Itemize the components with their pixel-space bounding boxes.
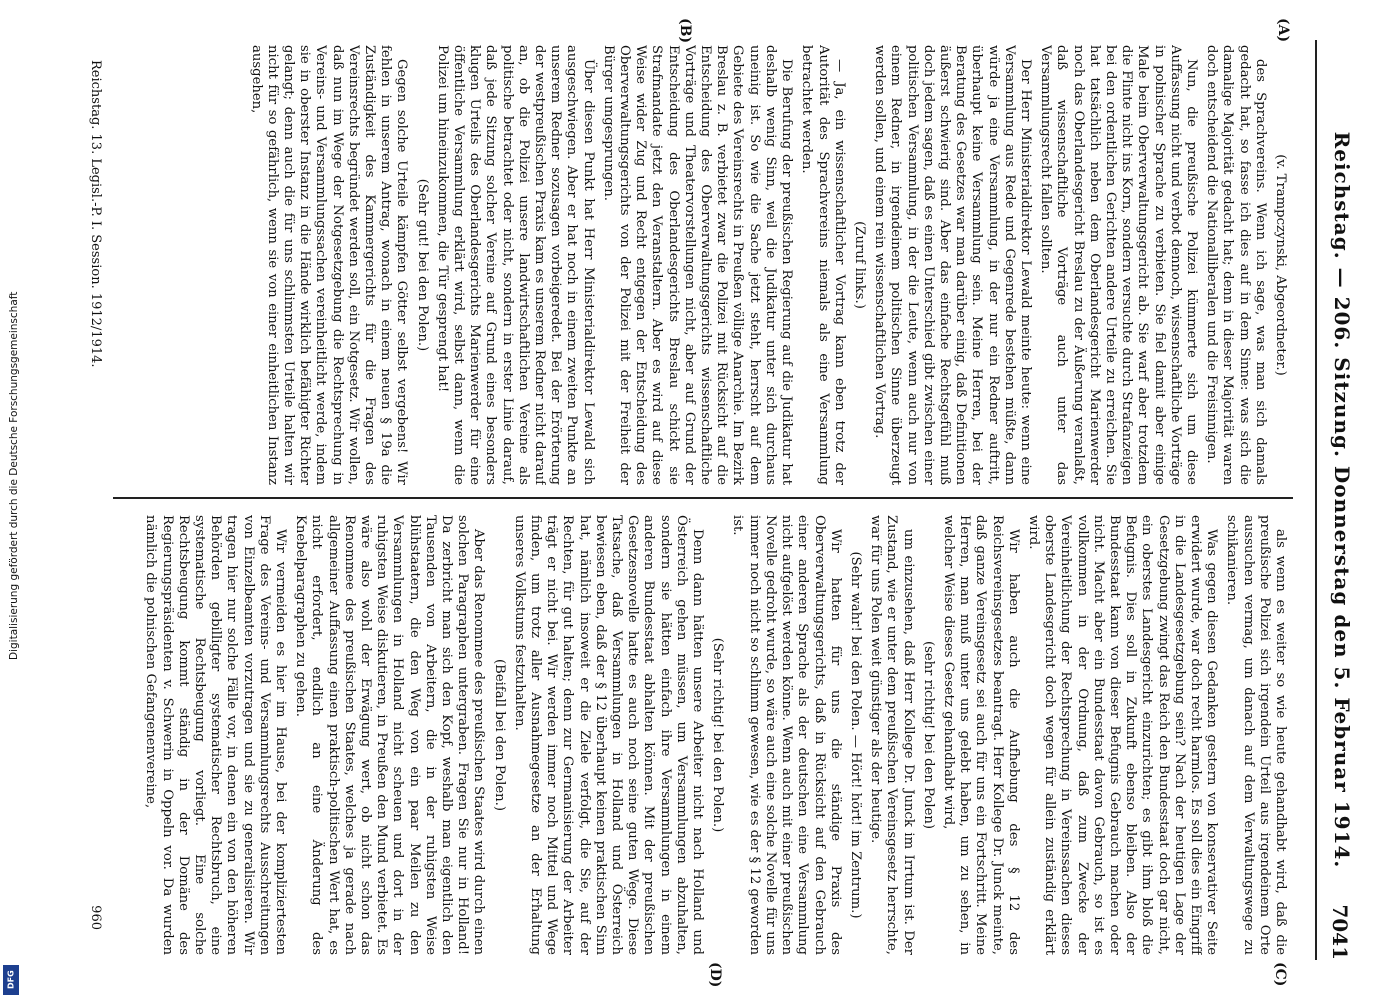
interjection: (Sehr richtig! bei den Polen.)	[710, 637, 726, 833]
interjection: (sehr richtig! bei den Polen)	[920, 640, 936, 830]
paragraph: Was gegen diesen Gedanken gestern von konservativer Seite erwidert wurde, war doch recht harmlos. Es soll dies ein Eingriff in die Landesgesetzgebung sein? Nach der heutigen Lage der Gesetzgebung zwingt das Reich den Bundesstaat doch gar nicht, ein oberstes Landesgericht einzurichten; es gibt ihm bloß die Befugnis. Dies soll in Zukunft ebenso bleiben. Also der Bundesstaat kann von dieser Befugnis Gebrauch machen oder nicht. Macht aber ein Bundesstaat davon Gebrauch, so ist es vollkommen in der Ordnung, daß zum Zwecke der Vereinheitlichung der Rechtsprechung in Vereinssachen dieses oberste Landesgericht doch wegen für allein zuständig erklärt wird.	[1025, 515, 1220, 955]
margin-mark-d: (D)	[707, 962, 723, 988]
interjection: (Sehr wahr! bei den Polen. — Hört! hört! im Zentrum.)	[847, 551, 863, 919]
page-title: Reichstag. — 206. Sitzung. Donnerstag den 5. Februar 1914.	[1330, 131, 1354, 869]
paragraph: Der Herr Ministerialdirektor Lewald meinte heute: wenn eine Versammlung aus Rede und Gegenrede bestehen müßte, dann würde ja eine Versammlung, in der nur ein Redner auftritt, überhaupt keine Versammlung sein. Meine Herren, bei der Beratung des Gesetzes war man darüber einig, daß Definitionen äußerst schwierig sind. Aber das einfache Rechtsgefühl muß doch jedem sagen, daß es einen Unterschied gibt zwischen einer politischen Versammlung, in der die Leute, wenn auch nur von einem Redner, in irgendeinem politischen Sinne überzeugt werden sollen, und einem rein wissenschaftlichen Vortrag.	[872, 45, 1033, 485]
page-header	[1318, 40, 1358, 960]
left-column	[113, 45, 1288, 485]
paragraph: als wenn es weiter so wie heute gehandhabt wird, daß die preußische Polizei sich irgendein Urteil aus irgendeinem Orte aussuchen vermag, um danach auf dem Verwaltungswege zu schikanieren.	[1224, 515, 1288, 955]
margin-mark-c: (C)	[1272, 962, 1288, 987]
column-divider	[113, 497, 1293, 499]
interjection: (Beifall bei den Polen.)	[491, 659, 507, 811]
footer-right: 960	[88, 905, 103, 930]
interjection: (Zuruf links.)	[851, 221, 867, 309]
digitization-credit: Digitalisierung gefördert durch die Deutsche Forschungsgemeinschaft	[8, 291, 20, 660]
paragraph: Denn dann hätten unsere Arbeiter nicht nach Holland und Österreich gehen müssen, um Versammlungen abzuhalten, sondern sie hätten einfach ihre Versammlungen in einem anderen Bundesstaat abhalten können. Mit der preußischen Gesetzesnovelle hatte es auch noch seine guten Wege. Diese Tatsache, daß Versammlungen in Holland und Österreich bewiesen eben, daß der § 12 überhaupt keinen praktischen Sinn hat, nämlich insoweit er die Ziele verfolgt, die Sie, auf der Rechten, für gut halten; denn zur Germanisierung der Arbeiter trägt er nicht bei. Wir werden immer noch Mittel und Wege finden, um trotz aller Ausnahmegesetze an der Erhaltung unseres Volkstums festzuhalten.	[511, 515, 706, 955]
page-number: 7041	[1328, 904, 1352, 960]
dfg-logo: DFG	[3, 965, 19, 995]
paragraph: Über diesen Punkt hat Herr Ministerialdirektor Lewald sich ausgeschwiegen. Aber er hat noch in einem zweiten Punkte an unserem Redner sozusagen vorbeigeredet. Bei der Erörterung der westpreußischen Praxis kam es unserem Redner nicht darauf an, ob die Polizei unsere landwirtschaftlichen Vereine als politische betrachtet oder nicht, sondern in erster Linie darauf, daß jede Sitzung solcher Vereine auf Grund eines besonders klugen Urteils des Oberlandesgerichts Marienwerder für eine öffentliche Versammlung erklärt wird, selbst dann, wenn die Polizei um hineinzukommen, die Tür gesprengt hat!	[434, 45, 596, 485]
interjection: (Sehr gut! bei den Polen.)	[414, 178, 430, 352]
margin-mark-a: (A)	[1275, 18, 1291, 43]
paragraph: des Sprachvereins. Wenn ich sage, was man sich damals gedacht hat, so fasse ich dies auf in dem Sinne: was sich die damalige Majorität gedacht hat; denn in dieser Majorität waren doch entscheidend die Nationalliberalen und die Freisinnigen.	[1204, 45, 1268, 485]
paragraph: Wir haben auch die Aufhebung des § 12 des Reichsvereinsgesetzes beantragt. Herr Kollege Dr. Junck meinte, daß ganze Vereinsgesetz sei auch für uns ein Fortschritt. Meine Herren, man muß unter uns gelebt haben, um zu sehen, in welcher Weise dieses Gesetz gehandhabt wird,	[940, 515, 1021, 955]
footer-left: Reichstag. 13. Legisl.-P. I. Session. 1912/1914.	[88, 60, 103, 368]
paragraph: um einzusehen, daß Herr Kollege Dr. Junck im Irrtum ist. Der Zustand, wie er unter dem preußischen Vereinsgesetz herrschte, war für uns Polen weit günstiger als der heutige.	[868, 515, 916, 955]
right-column	[113, 515, 1288, 955]
paragraph: Nun, die preußische Polizei kümmerte sich um diese Auffassung nicht und verbot dennoch, wissenschaftliche Vorträge in polnischer Sprache zu verbieten. Sie fiel damit aber einige Male beim Oberverwaltungsgericht ab. Sie warf aber trotzdem die Flinte nicht ins Korn, sondern versuchte durch Strafanzeigen bei den ordentlichen Gerichten andere Urteile zu erreichen. Sie hat tatsächlich neben dem Oberlandesgericht Marienwerder noch das Oberlandesgericht Breslau zu der Äußerung veranlaßt, daß wissenschaftliche Vorträge auch unter das Versammlungsrecht fallen sollten.	[1038, 45, 1199, 485]
paragraph: Die Berufung der preußischen Regierung auf die Judikatur hat deshalb wenig Sinn, weil die Judikatur unter sich durchaus uneinig ist. So wie die Sache jetzt steht, herrscht auf dem Gebiete des Vereinsrechts in Preußen völlige Anarchie. Im Bezirk Breslau z. B. verbietet zwar die Polizei mit Rücksicht auf die Entscheidung des Oberverwaltungsgerichts wissenschaftliche Vorträge und Theatervorstellungen nicht, aber auf Grund der Entscheidung des Oberlandesgerichts Breslau schickt sie Strafmandate jetzt den Veranstaltern. Aber es wird auf diese Weise wider Zug und Recht entgegen der Entscheidung des Oberverwaltungsgerichts von der Polizei mit der Freiheit der Bürger umgesprungen.	[600, 45, 795, 485]
header-rule	[1316, 40, 1318, 960]
paragraph: Wir vermeiden es hier im Hause, bei der kompliziertesten Frage des Vereins- und Versammlungsrechts Ausschreitungen von Einzelbeamten vorzutragen und sie zu generalisieren. Wir tragen hier nur solche Fälle vor, in denen ein von den höheren Behörden gebilligter systematischer Rechtsbruch, eine systematische Rechtsbeugung vorliegt. Eine solche Rechtsbeugung kommt ständig in der Domäne des Regierungspräsidenten v. Schwerin in Oppeln vor. Da wurden nämlich die polnischen Gefangenenvereine,	[143, 515, 289, 955]
paragraph: Aber das Renommee des preußischen Staates wird durch einen solchen Paragraphen untergraben. Fragen Sie nur in Holland! Da zerbricht man sich den Kopf, weshalb man eigentlich den Tausenden von Arbeitern, die in der ruhigsten Weise blühstaatern, die den Weg von ein paar Meilen zu den Versammlungen in Holland nicht scheuen und dort in der ruhigsten Weise diskutieren, in Preußen den Mund verbietet. Es wäre also wohl der Erwägung wert, ob nicht schon das Renommee des preußischen Staates, welches ja gerade nach allgemeiner Auffassung einen praktisch-politischen Wert hat, es nicht erfordert, endlich an eine Änderung des Knebelparagraphen zu gehen.	[293, 515, 487, 955]
paragraph: — Ja, ein wissenschaftlicher Vortrag kann eben trotz der Autorität des Sprachvereins niemals als eine Versammlung betrachtet werden.	[799, 45, 847, 485]
interjection: (v. Trampczynski, Abgeordneter.)	[1273, 154, 1288, 376]
paragraph: Wir hatten für uns die ständige Praxis des Oberverwaltungsgerichts, daß in Rücksicht auf den Gebrauch einer anderen Sprache als der deutschen eine Versammlung nicht aufgelöst werden könne. Wenn auch mit einer preußischen Novelle gedroht wurde, so wäre auch eine solche Novelle für uns immer noch nicht so schlimm gewesen, wie es der § 12 geworden ist.	[730, 515, 843, 955]
margin-mark-b: (B)	[677, 18, 693, 44]
paragraph: Gegen solche Urteile kämpfen Götter selbst vergebens! Wir fehlen in unserem Antrag, wonach in einem neuen § 19a die Zuständigkeit des Kammergerichts für die Fragen des Vereinsrechts begründet werden soll, ein Notgesetz. Wir wollen, daß nun im Wege der Notgesetzgebung die Rechtsprechung in Vereins- und Versammlungssachen vereinheitlicht werde, indem sie in oberster Instanz in die Hände wirklich befähigter Richter gelangt; denn auch die für uns schlimmsten Urteile halten wir nicht für so gefährlich, wenn sie von einer einheitlichen Instanz ausgehen,	[248, 45, 410, 485]
